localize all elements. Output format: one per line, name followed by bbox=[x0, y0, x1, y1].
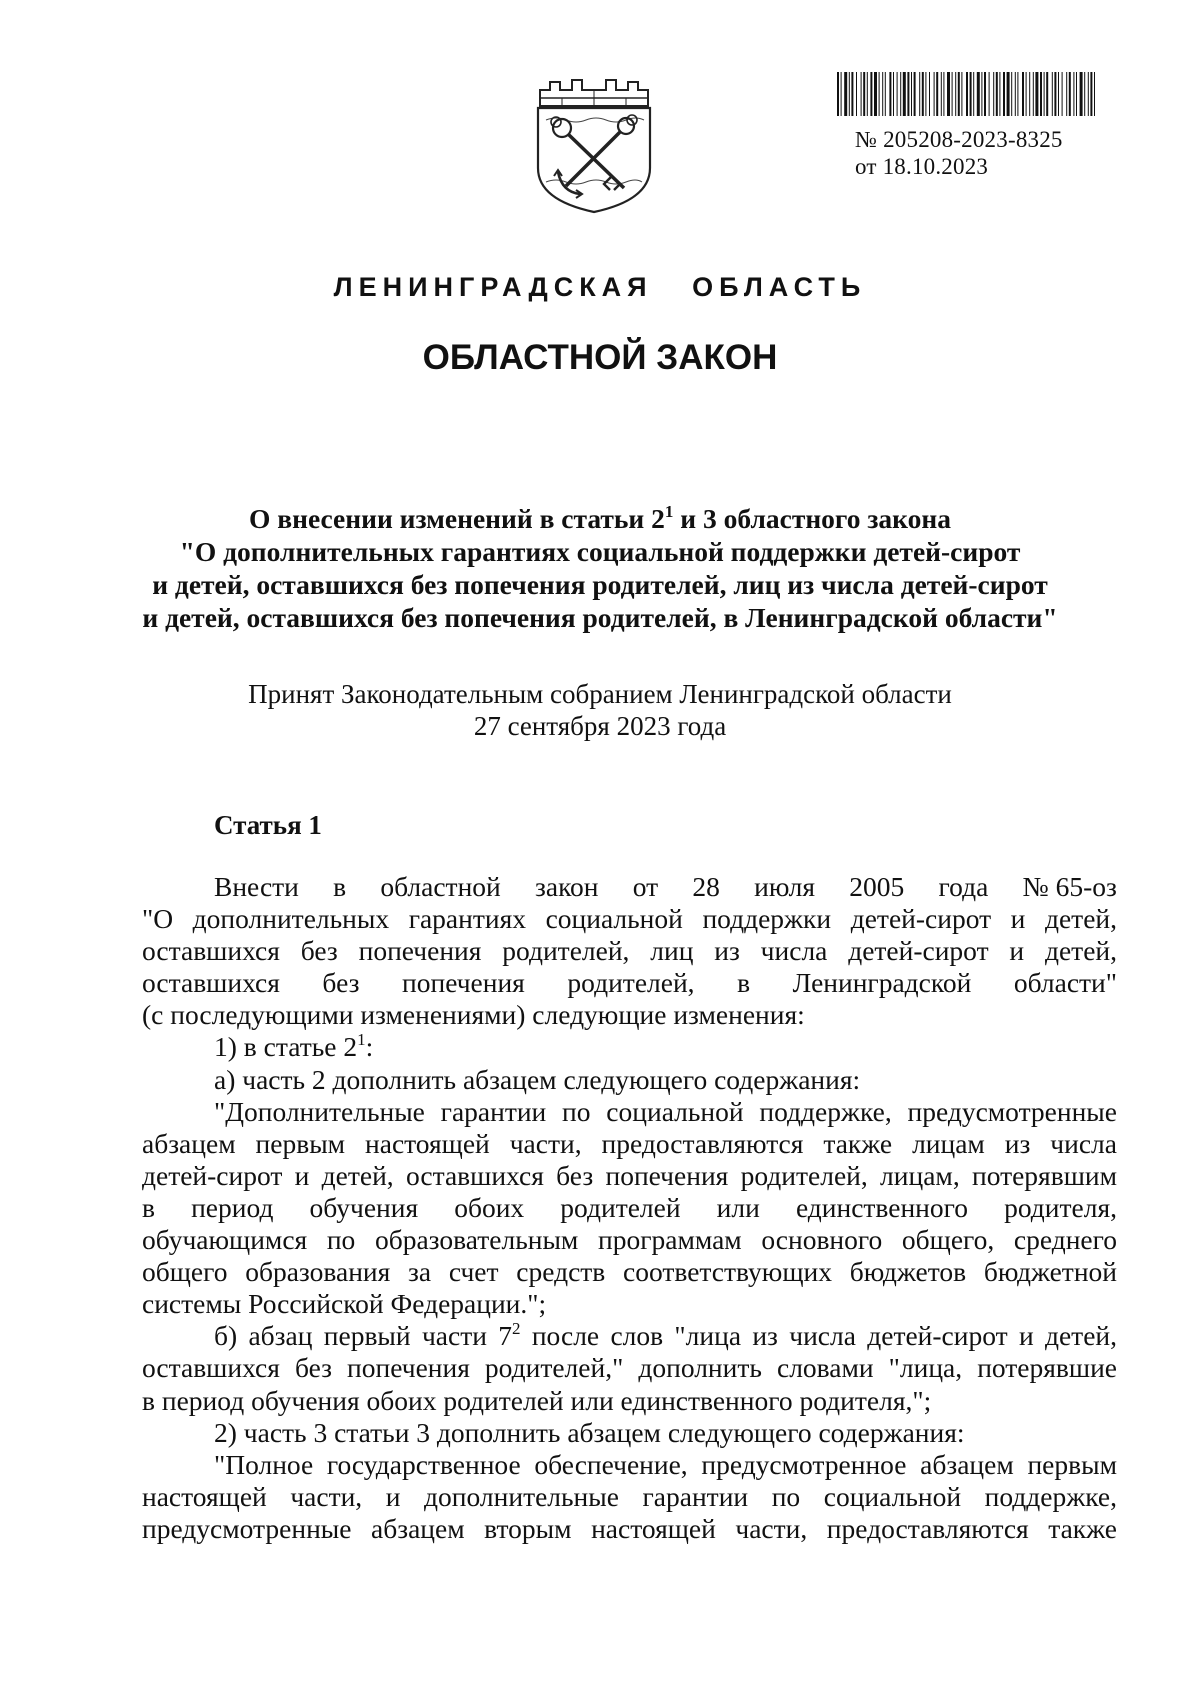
quote1-line: в период обучения обоих родителей или единственного родителя, bbox=[142, 1191, 1117, 1223]
body-line: оставшихся без попечения родителей, в Ленинградской области" bbox=[142, 967, 1117, 999]
registration-block bbox=[855, 126, 1063, 180]
quote1-line: обучающимся по образовательным программам основного общего, среднего bbox=[142, 1224, 1117, 1256]
body-word: от bbox=[632, 871, 659, 902]
adoption-note bbox=[100, 678, 1100, 742]
registration-number: № 205208-2023-8325 bbox=[855, 127, 1063, 152]
item-2: 2) часть 3 статьи 3 дополнить абзацем следующего содержания: bbox=[214, 1416, 965, 1448]
article-heading: Статья 1 bbox=[214, 810, 322, 840]
item-1a: а) часть 2 дополнить абзацем следующего содержания: bbox=[214, 1063, 861, 1095]
body-word: областной bbox=[380, 871, 501, 902]
body-line: оставшихся без попечения родителей, лиц из числа детей-сирот и детей, bbox=[142, 935, 1117, 967]
item-1b-line: в период обучения обоих родителей или единственного родителя,"; bbox=[142, 1384, 932, 1416]
title-line-2: "О дополнительных гарантиях социальной поддержки детей-сирот bbox=[179, 536, 1021, 567]
title-line-1: О внесении изменений в статьи $2^1$ и 3 областного закона bbox=[249, 502, 951, 534]
quote1-line: детей-сирот и детей, оставшихся без попечения родителей, лицам, потерявшим bbox=[142, 1159, 1117, 1191]
body-word: 2005 bbox=[849, 871, 905, 902]
barcode-image bbox=[835, 72, 1097, 118]
body-line: "О дополнительных гарантиях социальной поддержки детей-сирот и детей, bbox=[142, 903, 1117, 935]
body-word: в bbox=[333, 871, 347, 902]
body-word: 28 bbox=[692, 871, 720, 902]
registration-date: от 18.10.2023 bbox=[855, 154, 989, 179]
coat-of-arms-icon bbox=[532, 76, 656, 214]
quote2-line: "Полное государственное обеспечение, предусмотренное абзацем первым bbox=[214, 1448, 1117, 1480]
item-1b: б) абзац первый части $7^2$ после слов "лица из числа детей-сирот и детей, bbox=[214, 1319, 1118, 1352]
body-word: года bbox=[938, 871, 989, 902]
body-word: закон bbox=[535, 871, 599, 902]
adoption-date: 27 сентября 2023 года bbox=[473, 711, 727, 741]
quote1-line: абзацем первым настоящей части, предоставляются также лицам из числа bbox=[142, 1127, 1117, 1159]
law-title bbox=[100, 502, 1100, 634]
document-type-heading: ОБЛАСТНОЙ ЗАКОН bbox=[422, 338, 778, 377]
region-heading: ЛЕНИНГРАДСКАЯ ОБЛАСТЬ bbox=[333, 272, 867, 302]
body-line: (с последующими изменениями) следующие изменения: bbox=[142, 999, 805, 1031]
body-word: июля bbox=[754, 871, 816, 902]
article-body bbox=[142, 871, 1117, 1545]
body-word: № 65-оз bbox=[1022, 871, 1117, 902]
quote1-line: общего образования за счет средств соответствующих бюджетов бюджетной bbox=[142, 1256, 1117, 1288]
quote2-line: предусмотренные абзацем вторым настоящей части, предоставляются также bbox=[142, 1512, 1117, 1544]
title-line-4: и детей, оставшихся без попечения родителей, в Ленинградской области" bbox=[142, 602, 1058, 633]
body-line-first bbox=[142, 871, 1117, 903]
title-line-3: и детей, оставшихся без попечения родителей, лиц из числа детей-сирот bbox=[152, 569, 1048, 600]
item-1b-line: оставшихся без попечения родителей," дополнить словами "лица, потерявшие bbox=[142, 1352, 1117, 1384]
quote2-line: настоящей части, и дополнительные гарантии по социальной поддержке, bbox=[142, 1480, 1117, 1512]
adoption-line-1: Принят Законодательным собранием Ленинградской области bbox=[248, 679, 952, 709]
quote1-line: "Дополнительные гарантии по социальной поддержке, предусмотренные bbox=[214, 1095, 1117, 1127]
quote1-line: системы Российской Федерации."; bbox=[142, 1288, 547, 1320]
body-word: Внести bbox=[214, 871, 299, 902]
item-1: 1) в статье $2^1$: bbox=[214, 1030, 374, 1063]
